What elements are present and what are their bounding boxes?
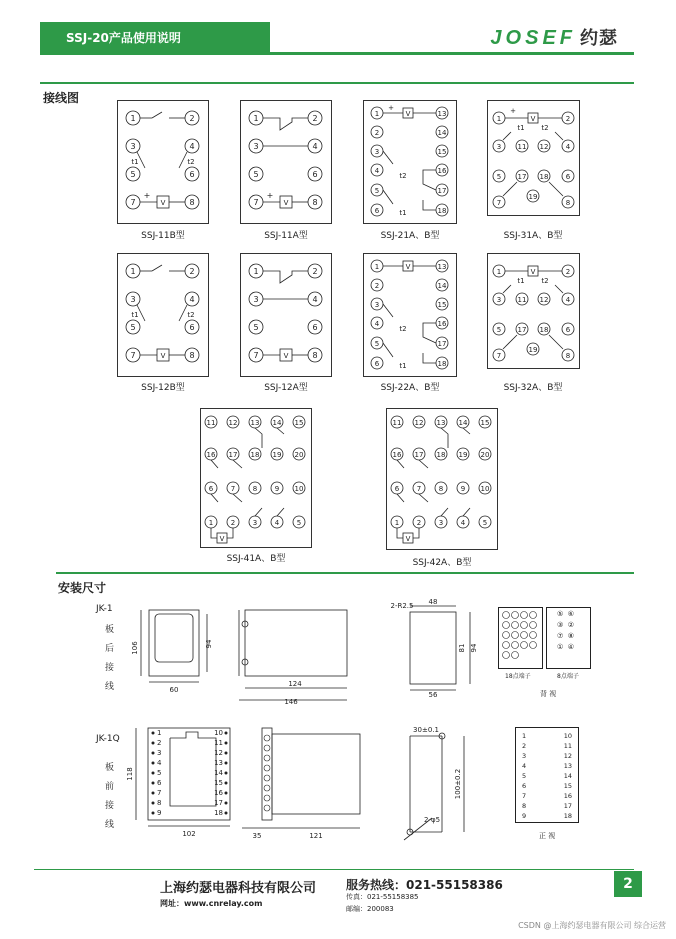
svg-text:3: 3 xyxy=(496,296,502,304)
svg-text:15: 15 xyxy=(480,419,490,427)
svg-text:7: 7 xyxy=(253,351,259,360)
svg-text:15: 15 xyxy=(294,419,304,427)
svg-text:100±0.2: 100±0.2 xyxy=(454,768,462,800)
svg-text:17: 17 xyxy=(228,451,238,459)
svg-text:11: 11 xyxy=(206,419,216,427)
svg-text:30±0.1: 30±0.1 xyxy=(413,726,439,734)
svg-text:17: 17 xyxy=(437,187,447,195)
caption-ssj-11b: SSJ-11B型 xyxy=(141,231,185,241)
svg-text:V: V xyxy=(160,199,166,207)
svg-text:121: 121 xyxy=(309,832,323,840)
diagram-ssj-42 xyxy=(386,408,498,550)
svg-text:13: 13 xyxy=(437,110,447,118)
svg-text:1: 1 xyxy=(394,519,400,527)
svg-text:t1: t1 xyxy=(399,362,407,370)
svg-text:11: 11 xyxy=(392,419,402,427)
svg-text:2: 2 xyxy=(189,267,195,276)
jk1-vert: 板 后 接 线 xyxy=(105,625,115,692)
svg-text:16: 16 xyxy=(214,789,223,797)
brand-cn: 约瑟 xyxy=(580,28,618,48)
svg-text:4: 4 xyxy=(312,142,318,151)
svg-text:8: 8 xyxy=(157,799,162,807)
svg-text:1: 1 xyxy=(157,729,162,737)
jk1q-panel-cutout xyxy=(392,722,482,848)
back-view-8-labels: ⑤ ⑥ ③ ② ⑦ ⑧ ① ④ xyxy=(557,610,575,651)
back-view-18 xyxy=(498,607,594,673)
svg-text:11: 11 xyxy=(517,296,527,304)
svg-text:1: 1 xyxy=(253,114,259,123)
svg-text:t2: t2 xyxy=(541,124,549,132)
svg-text:2-φ5: 2-φ5 xyxy=(423,816,441,824)
svg-text:+: + xyxy=(388,104,394,112)
svg-text:1: 1 xyxy=(130,267,136,276)
svg-text:18: 18 xyxy=(437,360,447,368)
svg-text:4: 4 xyxy=(374,320,380,328)
install-title: 安装尺寸 xyxy=(58,581,107,595)
svg-text:V: V xyxy=(405,263,411,271)
watermark: CSDN @上海约瑟电器有限公司 综合运营 xyxy=(518,921,666,930)
svg-text:1: 1 xyxy=(208,519,214,527)
svg-text:4: 4 xyxy=(374,167,380,175)
svg-text:16: 16 xyxy=(206,451,216,459)
svg-text:18: 18 xyxy=(436,451,446,459)
svg-text:5: 5 xyxy=(130,170,136,179)
svg-text:t1: t1 xyxy=(131,311,139,319)
svg-text:4: 4 xyxy=(565,296,571,304)
svg-text:9: 9 xyxy=(460,485,466,493)
jk1-label: JK-1 xyxy=(96,604,113,614)
svg-text:2: 2 xyxy=(374,129,380,137)
svg-text:2: 2 xyxy=(565,115,571,123)
front-right-col: 10 11 12 13 14 15 16 17 18 xyxy=(563,732,572,820)
svg-text:14: 14 xyxy=(437,282,447,290)
jk1-drawing xyxy=(131,600,375,712)
svg-text:1: 1 xyxy=(253,267,259,276)
svg-text:2: 2 xyxy=(312,267,318,276)
svg-text:8: 8 xyxy=(312,351,318,360)
svg-text:8: 8 xyxy=(252,485,258,493)
svg-text:3: 3 xyxy=(253,295,259,304)
terminals-8-label: 8点端子 xyxy=(557,673,579,680)
svg-text:60: 60 xyxy=(169,686,179,694)
brand-latin: JOSEF xyxy=(490,27,576,49)
svg-text:12: 12 xyxy=(214,749,223,757)
svg-text:6: 6 xyxy=(374,360,380,368)
svg-text:14: 14 xyxy=(214,769,223,777)
svg-text:t2: t2 xyxy=(399,172,407,180)
svg-text:18: 18 xyxy=(437,207,447,215)
svg-text:t2: t2 xyxy=(187,311,195,319)
svg-text:5: 5 xyxy=(130,323,136,332)
front-left-col: 1 2 3 4 5 6 7 8 9 xyxy=(522,732,527,820)
svg-text:t1: t1 xyxy=(517,277,525,285)
svg-text:6: 6 xyxy=(565,173,571,181)
svg-text:17: 17 xyxy=(517,173,527,181)
svg-text:15: 15 xyxy=(437,148,447,156)
svg-text:V: V xyxy=(283,199,289,207)
svg-text:10: 10 xyxy=(294,485,304,493)
header-line xyxy=(40,52,634,55)
svg-text:t2: t2 xyxy=(187,158,195,166)
svg-text:16: 16 xyxy=(392,451,402,459)
svg-text:102: 102 xyxy=(182,830,196,838)
svg-text:9: 9 xyxy=(274,485,280,493)
svg-text:15: 15 xyxy=(437,301,447,309)
svg-text:94: 94 xyxy=(470,643,478,653)
diagram-ssj-12a xyxy=(240,253,332,377)
svg-text:4: 4 xyxy=(565,143,571,151)
svg-text:5: 5 xyxy=(253,323,259,332)
svg-text:12: 12 xyxy=(414,419,424,427)
jk1-panel-cutout xyxy=(390,598,480,702)
svg-text:5: 5 xyxy=(374,187,380,195)
diagram-ssj-11a xyxy=(240,100,332,224)
svg-text:18: 18 xyxy=(539,326,549,334)
svg-text:13: 13 xyxy=(250,419,260,427)
svg-text:19: 19 xyxy=(272,451,282,459)
svg-text:19: 19 xyxy=(528,193,538,201)
caption-ssj-42: SSJ-42A、B型 xyxy=(412,558,472,568)
svg-text:7: 7 xyxy=(253,198,259,207)
svg-text:19: 19 xyxy=(528,346,538,354)
svg-text:V: V xyxy=(219,535,225,543)
svg-text:1: 1 xyxy=(374,263,380,271)
svg-text:14: 14 xyxy=(437,129,447,137)
brand-logo xyxy=(490,24,618,50)
svg-text:V: V xyxy=(283,352,289,360)
svg-text:t2: t2 xyxy=(541,277,549,285)
svg-text:13: 13 xyxy=(214,759,223,767)
svg-text:13: 13 xyxy=(436,419,446,427)
svg-text:5: 5 xyxy=(253,170,259,179)
svg-text:2: 2 xyxy=(157,739,162,747)
caption-ssj-31: SSJ-31A、B型 xyxy=(503,231,563,241)
svg-text:7: 7 xyxy=(130,351,136,360)
svg-text:18: 18 xyxy=(250,451,260,459)
svg-text:11: 11 xyxy=(214,739,223,747)
svg-text:146: 146 xyxy=(284,698,298,706)
svg-text:t1: t1 xyxy=(399,209,407,217)
front-view-label: 正 视 xyxy=(539,832,556,840)
svg-text:7: 7 xyxy=(230,485,236,493)
page-number: 2 xyxy=(614,871,642,897)
jk1q-vert: 板 前 接 线 xyxy=(105,763,115,830)
footer-fax: 传真：021-55158385 xyxy=(346,893,419,901)
svg-text:V: V xyxy=(405,110,411,118)
svg-text:V: V xyxy=(405,535,411,543)
header-bar xyxy=(40,22,270,52)
svg-text:3: 3 xyxy=(130,142,136,151)
svg-text:8: 8 xyxy=(189,198,195,207)
svg-text:106: 106 xyxy=(131,641,139,655)
jk1q-label: JK-1Q xyxy=(96,734,120,744)
svg-text:20: 20 xyxy=(480,451,490,459)
svg-text:13: 13 xyxy=(437,263,447,271)
svg-text:5: 5 xyxy=(374,340,380,348)
svg-text:12: 12 xyxy=(539,296,549,304)
svg-text:6: 6 xyxy=(208,485,214,493)
svg-text:V: V xyxy=(530,115,536,123)
svg-text:3: 3 xyxy=(252,519,258,527)
svg-text:+: + xyxy=(510,107,516,115)
svg-text:14: 14 xyxy=(272,419,282,427)
jk1q-drawing xyxy=(128,724,378,848)
svg-text:3: 3 xyxy=(496,143,502,151)
svg-text:10: 10 xyxy=(480,485,490,493)
svg-text:12: 12 xyxy=(539,143,549,151)
svg-text:14: 14 xyxy=(458,419,468,427)
svg-text:3: 3 xyxy=(374,301,380,309)
svg-text:1: 1 xyxy=(496,115,502,123)
svg-text:2: 2 xyxy=(189,114,195,123)
back-view-label: 背 视 xyxy=(540,690,557,698)
svg-text:7: 7 xyxy=(157,789,162,797)
svg-text:4: 4 xyxy=(460,519,466,527)
svg-text:1: 1 xyxy=(130,114,136,123)
caption-ssj-32: SSJ-32A、B型 xyxy=(503,383,563,393)
svg-text:V: V xyxy=(160,352,166,360)
svg-text:16: 16 xyxy=(437,167,447,175)
svg-text:124: 124 xyxy=(288,680,302,688)
svg-text:18: 18 xyxy=(214,809,223,817)
caption-ssj-22: SSJ-22A、B型 xyxy=(380,383,440,393)
svg-text:5: 5 xyxy=(496,326,502,334)
caption-ssj-11a: SSJ-11A型 xyxy=(264,231,308,241)
svg-text:1: 1 xyxy=(374,110,380,118)
svg-text:2: 2 xyxy=(565,268,571,276)
svg-text:2: 2 xyxy=(312,114,318,123)
svg-text:+: + xyxy=(143,191,151,200)
svg-text:15: 15 xyxy=(214,779,223,787)
svg-text:8: 8 xyxy=(565,199,571,207)
footer-postcode: 邮编：200083 xyxy=(346,905,394,913)
caption-ssj-21: SSJ-21A、B型 xyxy=(380,231,440,241)
svg-text:17: 17 xyxy=(414,451,424,459)
svg-text:9: 9 xyxy=(157,809,162,817)
footer-company: 上海约瑟电器科技有限公司 xyxy=(160,881,317,896)
svg-text:18: 18 xyxy=(539,173,549,181)
svg-text:3: 3 xyxy=(438,519,444,527)
caption-ssj-12b: SSJ-12B型 xyxy=(141,383,185,393)
svg-text:2: 2 xyxy=(374,282,380,290)
svg-text:5: 5 xyxy=(482,519,488,527)
svg-text:56: 56 xyxy=(428,691,438,699)
caption-ssj-12a: SSJ-12A型 xyxy=(264,383,308,393)
svg-text:48: 48 xyxy=(428,598,438,606)
svg-text:6: 6 xyxy=(157,779,162,787)
svg-text:8: 8 xyxy=(438,485,444,493)
svg-text:4: 4 xyxy=(312,295,318,304)
svg-text:4: 4 xyxy=(274,519,280,527)
svg-text:6: 6 xyxy=(394,485,400,493)
svg-text:5: 5 xyxy=(296,519,302,527)
svg-text:35: 35 xyxy=(252,832,262,840)
svg-text:2: 2 xyxy=(230,519,236,527)
svg-text:11: 11 xyxy=(517,143,527,151)
svg-text:7: 7 xyxy=(416,485,422,493)
terminals-18-label: 18点端子 xyxy=(505,673,531,680)
svg-text:17: 17 xyxy=(517,326,527,334)
svg-text:4: 4 xyxy=(189,295,195,304)
svg-text:20: 20 xyxy=(294,451,304,459)
svg-text:3: 3 xyxy=(374,148,380,156)
svg-text:t1: t1 xyxy=(131,158,139,166)
svg-text:81: 81 xyxy=(458,643,466,653)
caption-ssj-41: SSJ-41A、B型 xyxy=(226,554,286,564)
svg-text:4: 4 xyxy=(189,142,195,151)
svg-text:7: 7 xyxy=(496,352,502,360)
svg-text:6: 6 xyxy=(374,207,380,215)
svg-text:t2: t2 xyxy=(399,325,407,333)
diagram-ssj-11b xyxy=(117,100,209,224)
footer-line xyxy=(34,869,634,870)
svg-text:7: 7 xyxy=(130,198,136,207)
section-divider-2 xyxy=(56,572,634,574)
svg-text:8: 8 xyxy=(565,352,571,360)
svg-text:17: 17 xyxy=(437,340,447,348)
svg-text:3: 3 xyxy=(157,749,162,757)
svg-text:16: 16 xyxy=(437,320,447,328)
svg-text:6: 6 xyxy=(312,170,318,179)
svg-text:5: 5 xyxy=(496,173,502,181)
svg-text:2: 2 xyxy=(416,519,422,527)
diagram-ssj-32 xyxy=(487,253,580,369)
svg-text:5: 5 xyxy=(157,769,162,777)
svg-text:6: 6 xyxy=(189,170,195,179)
svg-text:3: 3 xyxy=(253,142,259,151)
svg-text:118: 118 xyxy=(126,767,134,781)
doc-title: SSJ-20产品使用说明 xyxy=(66,31,181,45)
svg-text:1: 1 xyxy=(496,268,502,276)
diagram-ssj-31 xyxy=(487,100,580,216)
svg-text:19: 19 xyxy=(458,451,468,459)
svg-text:6: 6 xyxy=(312,323,318,332)
svg-text:8: 8 xyxy=(312,198,318,207)
svg-text:6: 6 xyxy=(189,323,195,332)
diagram-ssj-41 xyxy=(200,408,312,548)
footer-website[interactable]: 网址：www.cnrelay.com xyxy=(160,899,263,908)
footer-hotline: 服务热线：021-55158386 xyxy=(346,878,503,892)
svg-text:8: 8 xyxy=(189,351,195,360)
svg-text:t1: t1 xyxy=(517,124,525,132)
svg-text:4: 4 xyxy=(157,759,162,767)
diagram-ssj-12b xyxy=(117,253,209,377)
svg-text:94: 94 xyxy=(205,639,213,649)
svg-text:6: 6 xyxy=(565,326,571,334)
svg-text:2-R2.5: 2-R2.5 xyxy=(390,602,414,610)
svg-text:+: + xyxy=(266,191,274,200)
front-view-table xyxy=(515,727,579,823)
svg-text:V: V xyxy=(530,268,536,276)
svg-text:12: 12 xyxy=(228,419,238,427)
wiring-title: 接线图 xyxy=(43,91,80,105)
svg-text:17: 17 xyxy=(214,799,223,807)
svg-text:3: 3 xyxy=(130,295,136,304)
diagram-ssj-21 xyxy=(363,100,457,224)
svg-text:10: 10 xyxy=(214,729,223,737)
diagram-ssj-22 xyxy=(363,253,457,377)
svg-text:7: 7 xyxy=(496,199,502,207)
section-divider xyxy=(40,82,634,84)
